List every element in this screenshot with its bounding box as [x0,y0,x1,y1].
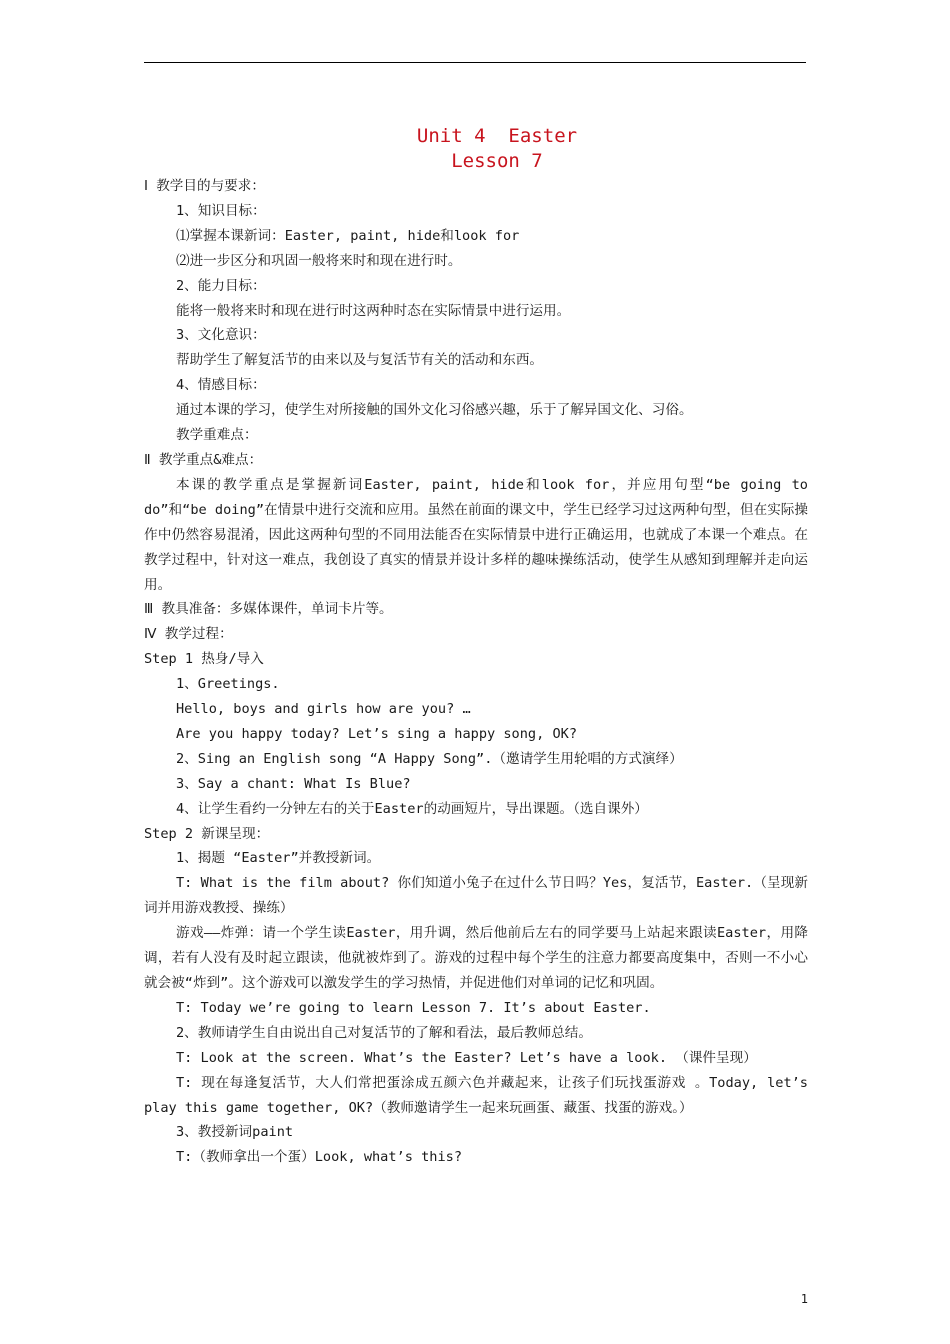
body-line: 1、揭题 “Easter”并教授新词。 [176,850,381,867]
body-line: ⑵进一步区分和巩固一般将来时和现在进行时。 [176,252,462,269]
body-line: ⑴掌握本课新词：Easter, paint, hide和look for [176,227,520,244]
lesson-title: Lesson 7 [451,150,543,172]
body-paragraph: 游戏——炸弹：请一个学生读Easter，用升调，然后他前后左右的同学要马上站起来跟读Easter，用降调，若有人没有及时起立跟读，他就被炸到了。游戏的过程中每个学生的注意力都要高度集中，否则一不小心就会被“炸到”。这个游戏可以激发学生的学习热情，并促进他们对单词的记忆和巩固。 [144,925,808,991]
body-paragraph: T: 现在每逢复活节，大人们常把蛋涂成五颜六色并藏起来，让孩子们玩找蛋游戏 。Today, let’s play this game together, OK?（教师邀请学生一起来玩画蛋、藏蛋、找蛋的游戏。） [144,1074,808,1116]
body-line: Ⅱ 教学重点&难点： [144,451,263,468]
body-line: 2、教师请学生自由说出自己对复活节的了解和看法，最后教师总结。 [176,1024,592,1041]
body-line: T: Today we’re going to learn Lesson 7. It’s about Easter. [176,999,651,1016]
document-title [144,124,850,174]
body-line: Ⅰ 教学目的与要求： [144,178,265,194]
body-line: 教学重难点： [176,427,258,444]
body-line: Hello, boys and girls how are you? … [176,701,471,718]
body-line: 帮助学生了解复活节的由来以及与复活节有关的活动和东西。 [176,352,544,369]
body-line: 4、情感目标： [176,377,266,394]
page-number: 1 [800,1292,808,1306]
body-line: Step 1 热身/导入 [144,651,264,668]
body-paragraph: 本课的教学重点是掌握新词Easter, paint, hide和look for，并应用句型“be going to do”和“be doing”在情景中进行交流和应用。虽然在前面的课文中，学生已经学习过这两种句型，但在实际操作中仍然容易混淆，因此这两种句型的不同用法能否在实际情景中进行正确运用，也就成了本课一个难点。在教学过程中，针对这一难点，我创设了真实的情景并设计多样的趣味操练活动，使学生从感知到理解并走向运用。 [144,476,808,593]
unit-title: Unit 4 Easter [416,125,578,147]
body-line: 1、知识目标： [176,202,266,219]
body-line: Ⅲ 教具准备：多媒体课件，单词卡片等。 [144,601,393,618]
body-line: T:（教师拿出一个蛋）Look, what’s this? [176,1149,463,1166]
body-line: 能将一般将来时和现在进行时这两种时态在实际情景中进行运用。 [176,302,571,319]
body-line: 3、Say a chant: What Is Blue? [176,775,411,792]
body-line: 1、Greetings. [176,676,280,693]
lesson-plan-body [144,174,808,1170]
body-line: 4、让学生看约一分钟左右的关于Easter的动画短片，导出课题。（选自课外） [176,800,648,817]
body-line: 2、Sing an English song “A Happy Song”.（邀请学生用轮唱的方式演绎） [176,750,683,767]
body-line: 3、文化意识： [176,327,266,344]
body-line: 2、能力目标： [176,277,266,294]
header-rule [144,62,806,63]
body-line: Step 2 新课呈现： [144,825,270,842]
body-line: 3、教授新词paint [176,1124,294,1141]
body-line: 通过本课的学习，使学生对所接触的国外文化习俗感兴趣，乐于了解异国文化、习俗。 [176,402,693,419]
body-line: Ⅳ 教学过程： [144,626,233,643]
body-paragraph: T: What is the film about? 你们知道小兔子在过什么节日吗？Yes，复活节，Easter.（呈现新词并用游戏教授、操练） [144,875,808,917]
body-line: T: Look at the screen. What’s the Easter? Let’s have a look. （课件呈现） [176,1049,757,1066]
body-line: Are you happy today? Let’s sing a happy song, OK? [176,725,578,742]
